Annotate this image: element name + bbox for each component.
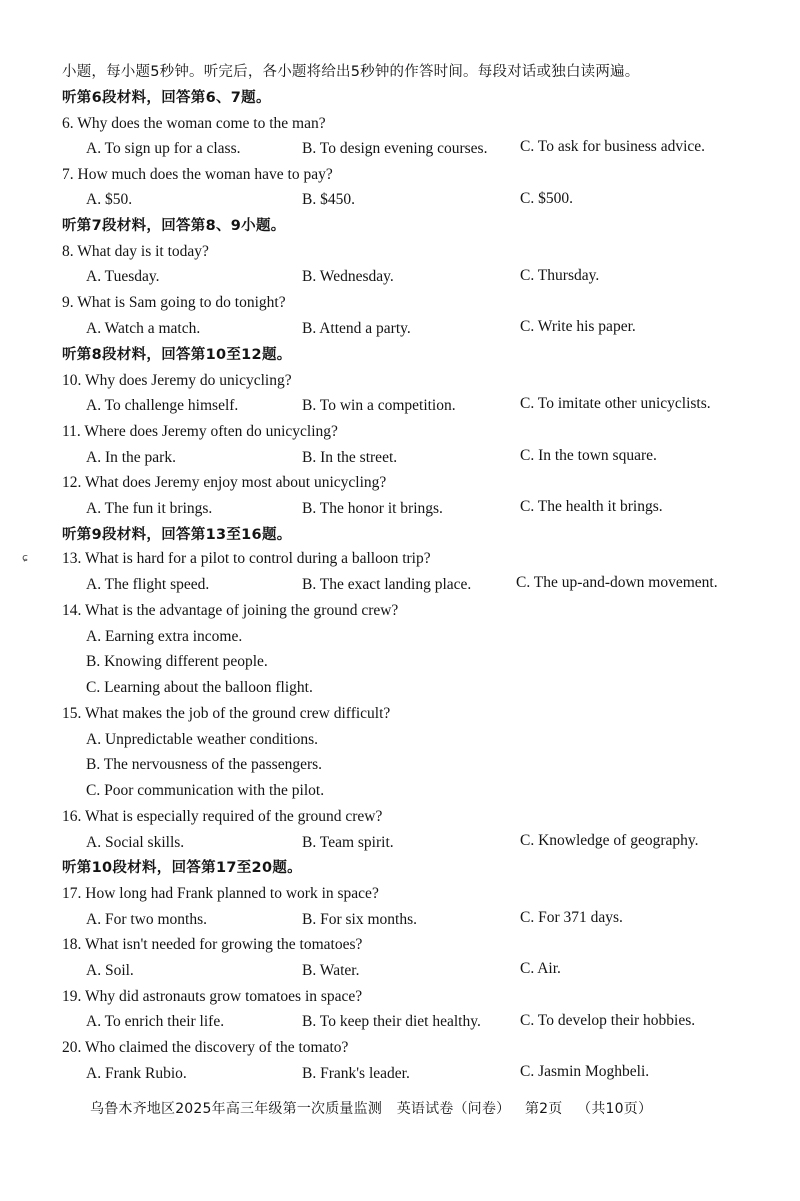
question-16: 16. What is especially required of the ground crew?: [62, 808, 383, 825]
option-10b: B. To win a competition.: [302, 397, 456, 414]
listening-instructions: 小题，每小题5秒钟。听完后，各小题将给出5秒钟的作答时间。每段对话或独白读两遍。: [62, 64, 640, 80]
option-13a: A. The flight speed.: [86, 576, 210, 593]
option-7b: B. $450.: [302, 191, 355, 208]
question-7: 7. How much does the woman have to pay?: [62, 166, 333, 183]
question-15: 15. What makes the job of the ground crew difficult?: [62, 705, 391, 722]
footer-subject: 英语试卷（问卷）: [396, 1101, 511, 1117]
question-17: 17. How long had Frank planned to work in space?: [62, 885, 379, 902]
footer-total-pages: （共10页）: [577, 1101, 653, 1117]
option-7c: C. $500.: [520, 190, 573, 207]
option-20a: A. Frank Rubio.: [86, 1065, 187, 1082]
question-10: 10. Why does Jeremy do unicycling?: [62, 372, 292, 389]
footer-page-number: 第2页: [524, 1101, 563, 1117]
footer-exam-title: 乌鲁木齐地区2025年高三年级第一次质量监测: [90, 1101, 383, 1117]
option-15c: C. Poor communication with the pilot.: [86, 782, 325, 799]
question-19: 19. Why did astronauts grow tomatoes in space?: [62, 988, 363, 1005]
option-17c: C. For 371 days.: [520, 909, 623, 926]
option-10c: C. To imitate other unicyclists.: [520, 395, 711, 412]
option-14a: A. Earning extra income.: [86, 628, 243, 645]
option-18c: C. Air.: [520, 960, 561, 977]
option-15a: A. Unpredictable weather conditions.: [86, 731, 318, 748]
question-13: 13. What is hard for a pilot to control during a balloon trip?: [62, 550, 431, 567]
option-17b: B. For six months.: [302, 911, 417, 928]
option-20b: B. Frank's leader.: [302, 1065, 410, 1082]
option-12a: A. The fun it brings.: [86, 500, 213, 517]
option-8c: C. Thursday.: [520, 267, 600, 284]
section-header-9: 听第9段材料，回答第13至16题。: [62, 527, 292, 543]
page-footer: [90, 1098, 662, 1118]
option-18a: A. Soil.: [86, 962, 134, 979]
option-18b: B. Water.: [302, 962, 360, 979]
option-11a: A. In the park.: [86, 449, 176, 466]
option-13c: C. The up-and-down movement.: [516, 574, 718, 591]
option-9a: A. Watch a match.: [86, 320, 201, 337]
option-11b: B. In the street.: [302, 449, 398, 466]
section-header-7: 听第7段材料，回答第8、9小题。: [62, 218, 286, 234]
question-6: 6. Why does the woman come to the man?: [62, 115, 326, 132]
option-9b: B. Attend a party.: [302, 320, 411, 337]
option-6a: A. To sign up for a class.: [86, 140, 241, 157]
question-9: 9. What is Sam going to do tonight?: [62, 294, 286, 311]
option-9c: C. Write his paper.: [520, 318, 636, 335]
option-8a: A. Tuesday.: [86, 268, 160, 285]
question-11: 11. Where does Jeremy often do unicycling?: [62, 423, 338, 440]
option-19a: A. To enrich their life.: [86, 1013, 225, 1030]
section-header-6: 听第6段材料，回答第6、7题。: [62, 90, 271, 106]
option-15b: B. The nervousness of the passengers.: [86, 756, 323, 773]
option-20c: C. Jasmin Moghbeli.: [520, 1063, 650, 1080]
option-14c: C. Learning about the balloon flight.: [86, 679, 313, 696]
question-14: 14. What is the advantage of joining the ground crew?: [62, 602, 399, 619]
option-19b: B. To keep their diet healthy.: [302, 1013, 481, 1030]
option-17a: A. For two months.: [86, 911, 207, 928]
option-14b: B. Knowing different people.: [86, 653, 268, 670]
option-7a: A. $50.: [86, 191, 133, 208]
option-10a: A. To challenge himself.: [86, 397, 239, 414]
section-header-8: 听第8段材料，回答第10至12题。: [62, 347, 292, 363]
option-12b: B. The honor it brings.: [302, 500, 443, 517]
option-16b: B. Team spirit.: [302, 834, 394, 851]
question-8: 8. What day is it today?: [62, 243, 209, 260]
option-6c: C. To ask for business advice.: [520, 138, 706, 155]
question-20: 20. Who claimed the discovery of the tomato?: [62, 1039, 349, 1056]
margin-mark: ɕ: [22, 551, 29, 564]
option-13b: B. The exact landing place.: [302, 576, 472, 593]
question-18: 18. What isn't needed for growing the tomatoes?: [62, 936, 363, 953]
option-6b: B. To design evening courses.: [302, 140, 488, 157]
question-12: 12. What does Jeremy enjoy most about unicycling?: [62, 474, 387, 491]
option-16a: A. Social skills.: [86, 834, 185, 851]
option-8b: B. Wednesday.: [302, 268, 394, 285]
option-11c: C. In the town square.: [520, 447, 657, 464]
section-header-10: 听第10段材料，回答第17至20题。: [62, 860, 302, 876]
option-12c: C. The health it brings.: [520, 498, 663, 515]
option-16c: C. Knowledge of geography.: [520, 832, 699, 849]
option-19c: C. To develop their hobbies.: [520, 1012, 696, 1029]
